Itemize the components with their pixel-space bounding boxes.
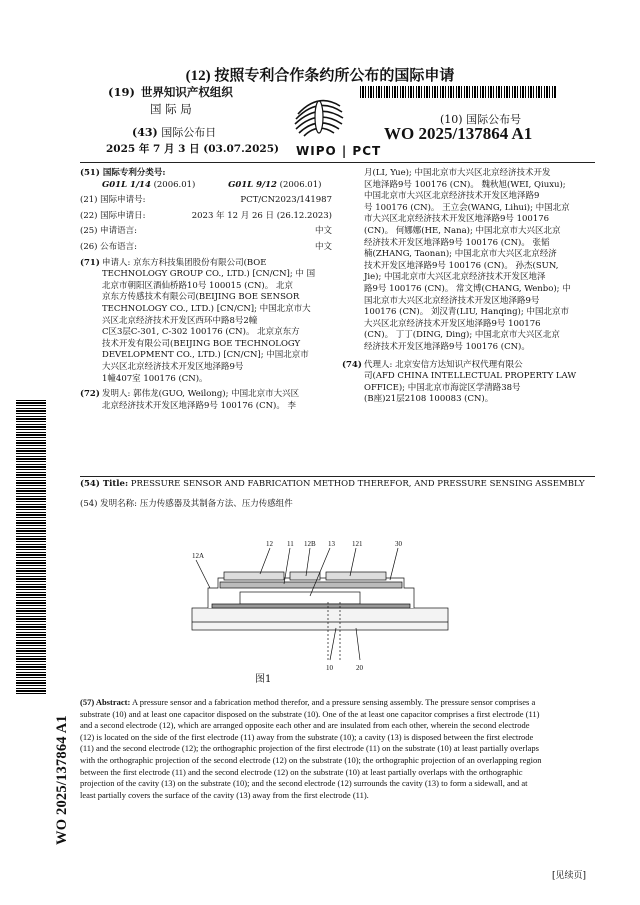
abstract-line xyxy=(80,778,596,790)
figure-caption: 图1 xyxy=(255,674,272,685)
wipo-pct-label: WIPO | PCT xyxy=(296,144,382,158)
applicant-line: TECHNOLOGY CO., LTD.) [CN/CN]; 中国北京市大 xyxy=(102,303,311,314)
applicant-block xyxy=(80,258,332,386)
figure-label-11: 11 xyxy=(287,540,294,548)
figure-label-10: 10 xyxy=(326,664,333,672)
inventor-line: 发明人: 郭伟龙(GUO, Weilong); 中国北京市大兴区 xyxy=(102,389,300,400)
office-subname: 国 际 局 xyxy=(150,102,192,116)
inventor-line: 大兴区北京经济技术开发区地泽路9号 100176 xyxy=(364,318,541,329)
ipc-label: (51) 国际专利分类号: xyxy=(80,168,166,178)
abstract-text: A pressure sensor and a fabrication method therefor, and a pressure sensing assembly. The pressure sensor comprises a xyxy=(131,697,536,707)
abstract-text: projection of the cavity (13) on the substrate (10); and the second electrode (12) surrounds the cavity (13) to form a sidewall, and at xyxy=(80,778,528,789)
filing-lang-value: 中文 xyxy=(314,226,332,237)
continued-note: [见续页] xyxy=(552,871,587,881)
title-cn-row xyxy=(80,499,293,511)
inventor-block-left xyxy=(80,389,332,412)
app-number-label: (21) 国际申请号: xyxy=(80,195,146,206)
agent-block xyxy=(342,360,596,406)
inventor-line: (CN)。 何娜娜(HE, Nana); 中国北京市大兴区北京 xyxy=(364,225,561,236)
abstract-line xyxy=(80,790,596,802)
applicant-line: 申请人: 京东方科技集团股份有限公司(BOE xyxy=(102,257,267,268)
abstract-text: (11) and the second electrode (12); the orthographic projection of the first electrode (11) on the substrate (10) at least partially overlaps xyxy=(80,743,539,754)
pub-lang-value: 中文 xyxy=(314,241,332,252)
figure-label-13: 13 xyxy=(328,540,335,548)
agent-line: OFFICE); 中国北京市海淀区学清路38号 xyxy=(364,382,521,393)
title-cn-text: 压力传感器及其制备方法、压力传感组件 xyxy=(139,499,293,509)
abstract-line xyxy=(80,697,596,709)
abstract-text: substrate (10) and at least one capacitor disposed on the substrate (10). One of the at least one capacitor comprises a first electrode (11) xyxy=(80,708,540,719)
app-date-value: 2023 年 12 月 26 日 (26.12.2023) xyxy=(191,210,332,221)
inventor-line: 路9号 100176 (CN)。 常文博(CHANG, Wenbo); 中 xyxy=(364,283,571,294)
applicant-line: DEVELOPMENT CO., LTD.) [CN/CN]; 中国北京市 xyxy=(102,350,309,361)
applicant-line: 兴区北京经济技术开发区西环中路8号2幢 xyxy=(102,315,258,326)
app-date-row xyxy=(80,211,332,223)
inventor-line: 市大兴区北京经济技术开发区地泽路9号 100176 xyxy=(364,214,550,225)
agent-number: (74) xyxy=(342,359,362,370)
figure-label-12A: 12A xyxy=(192,552,205,560)
ipc-2-date: (2006.01) xyxy=(279,179,322,190)
filing-lang-label: (25) 申请语言: xyxy=(80,226,138,237)
abstract-line xyxy=(80,709,596,721)
pub-date-block xyxy=(132,124,216,140)
agent-line: 代理人: 北京安信方达知识产权代理有限公 xyxy=(364,359,523,370)
title-row xyxy=(80,479,585,491)
header-divider xyxy=(80,162,595,163)
abstract-text: (12) is located on the side of the first electrode (11) away from the substrate (10); a cavity (13) is disposed between the first electrode xyxy=(80,731,534,742)
abstract-text: with the orthographic projection of the second electrode (12) on the substrate (10); the orthographic projection of an overlapping region xyxy=(80,754,542,765)
biblio-left xyxy=(80,168,332,412)
app-date-label: (22) 国际申请日: xyxy=(80,210,146,221)
applicant-line: 大兴区北京经济技术开发区地泽路9号 xyxy=(102,361,244,372)
abstract-line xyxy=(80,767,596,779)
office-block xyxy=(108,84,258,117)
pub-number-value: WO 2025/137864 A1 xyxy=(384,124,533,143)
ipc-2: G01L 9/12 xyxy=(228,179,277,190)
biblio-right xyxy=(342,168,596,406)
applicant-number: (71) xyxy=(80,257,100,268)
pub-lang-label: (26) 公布语言: xyxy=(80,241,138,252)
filing-lang-row xyxy=(80,226,332,238)
figure-label-12B: 12B xyxy=(304,540,316,548)
inventor-line: 经济技术开发区地泽路9号 100176 (CN)。 张韬 xyxy=(364,237,550,248)
app-number-value: PCT/CN2023/141987 xyxy=(240,195,332,206)
app-number-row xyxy=(80,195,332,207)
abstract-line xyxy=(80,732,596,744)
title-text: PRESSURE SENSOR AND FABRICATION METHOD THEREFOR, AND PRESSURE SENSING ASSEMBLY xyxy=(130,479,585,489)
inventor-line: 楠(ZHANG, Taonan); 中国北京市大兴区北京经济 xyxy=(364,249,557,260)
title-divider xyxy=(80,476,595,477)
inventor-line: 100176 (CN)。 刘汉青(LIU, Hanqing); 中国北京市 xyxy=(364,307,569,318)
figure-label-12: 12 xyxy=(266,540,273,548)
inventor-line: (CN)。 丁丁(DING, Ding); 中国北京市大兴区北京 xyxy=(364,330,560,341)
inventor-line: 中国北京市大兴区北京经济技术开发区地泽路9 xyxy=(364,191,540,202)
figure-1 xyxy=(190,532,450,682)
ipc-1: G01L 1/14 xyxy=(102,179,151,190)
pub-date-number: (43) xyxy=(132,126,158,139)
abstract-label: (57) Abstract: xyxy=(80,697,131,707)
inventor-line: 经济技术开发区地泽路9号 100176 (CN)。 xyxy=(364,341,530,352)
title-number: (54) Title: xyxy=(80,479,129,489)
office-name: 世界知识产权组织 xyxy=(140,85,233,99)
top-barcode xyxy=(360,86,556,98)
abstract-text: and a second electrode (12), which are arranged opposite each other and are insulated from each other, wherein the second electrode xyxy=(80,720,530,731)
abstract-line xyxy=(80,755,596,767)
inventor-line: 区地泽路9号 100176 (CN)。 魏秋旭(WEI, Qiuxu); xyxy=(364,179,566,190)
inventor-line: Jie); 中国北京市大兴区北京经济技术开发区地泽 xyxy=(364,272,546,283)
figure-label-30: 30 xyxy=(395,540,402,548)
pub-lang-row xyxy=(80,242,332,254)
applicant-line: C区3层C-301, C-302 100176 (CN)。 北京京东方 xyxy=(102,327,300,338)
inventor-line: 国北京市大兴区北京经济技术开发区地泽路9号 xyxy=(364,295,540,306)
inventor-line: 月(LI, Yue); 中国北京市大兴区北京经济技术开发 xyxy=(364,168,551,178)
pub-date-value: 2025 年 7 月 3 日 (03.07.2025) xyxy=(106,143,279,155)
title-cn-number: (54) 发明名称: xyxy=(80,499,138,509)
abstract-text: between the first electrode (11) and the second electrode (12) on the substrate (10) at least partially overlaps with the orthographic xyxy=(80,766,523,777)
applicant-line: 1幢407室 100176 (CN)。 xyxy=(102,373,208,384)
applicant-line: TECHNOLOGY GROUP CO., LTD.) [CN/CN]; 中 国 xyxy=(102,269,316,280)
abstract-text: least partially covers the surface of the cavity (13) away from the first electrode (11). xyxy=(80,789,369,800)
abstract-line xyxy=(80,743,596,755)
applicant-line: 北京市朝阳区酒仙桥路10号 100015 (CN)。 北京 xyxy=(102,280,293,291)
inventor-line: 号 100176 (CN)。 王立会(WANG, Lihui); 中国北京 xyxy=(364,202,570,213)
document-title: (12) 按照专利合作条约所公布的国际申请 xyxy=(185,68,455,84)
pressure-sensor-diagram xyxy=(190,532,450,682)
abstract-line xyxy=(80,720,596,732)
inventor-number: (72) xyxy=(80,389,100,400)
figure-label-20: 20 xyxy=(356,664,363,672)
side-barcode xyxy=(16,398,46,694)
applicant-line: 京东方传感技术有限公司(BEIJING BOE SENSOR xyxy=(102,292,300,303)
side-publication-number: WO 2025/137864 A1 xyxy=(54,715,70,845)
inventor-line: 北京经济技术开发区地泽路9号 100176 (CN)。 李 xyxy=(102,400,297,411)
ipc-1-date: (2006.01) xyxy=(153,179,196,190)
office-number: (19) xyxy=(108,85,135,99)
figure-label-121: 121 xyxy=(352,540,363,548)
ipc-values xyxy=(102,180,332,192)
agent-line: (B座)21层2108 100083 (CN)。 xyxy=(364,394,494,405)
abstract xyxy=(80,697,596,801)
applicant-line: 技术开发有限公司(BEIJING BOE TECHNOLOGY xyxy=(102,338,301,349)
pub-date-label: 国际公布日 xyxy=(161,126,217,139)
pub-number-label: (10) 国际公布号 xyxy=(440,113,522,126)
inventor-line: 技术开发区地泽路9号 100176 (CN)。 孙杰(SUN, xyxy=(364,260,559,271)
agent-line: 司(AFD CHINA INTELLECTUAL PROPERTY LAW xyxy=(364,371,577,382)
